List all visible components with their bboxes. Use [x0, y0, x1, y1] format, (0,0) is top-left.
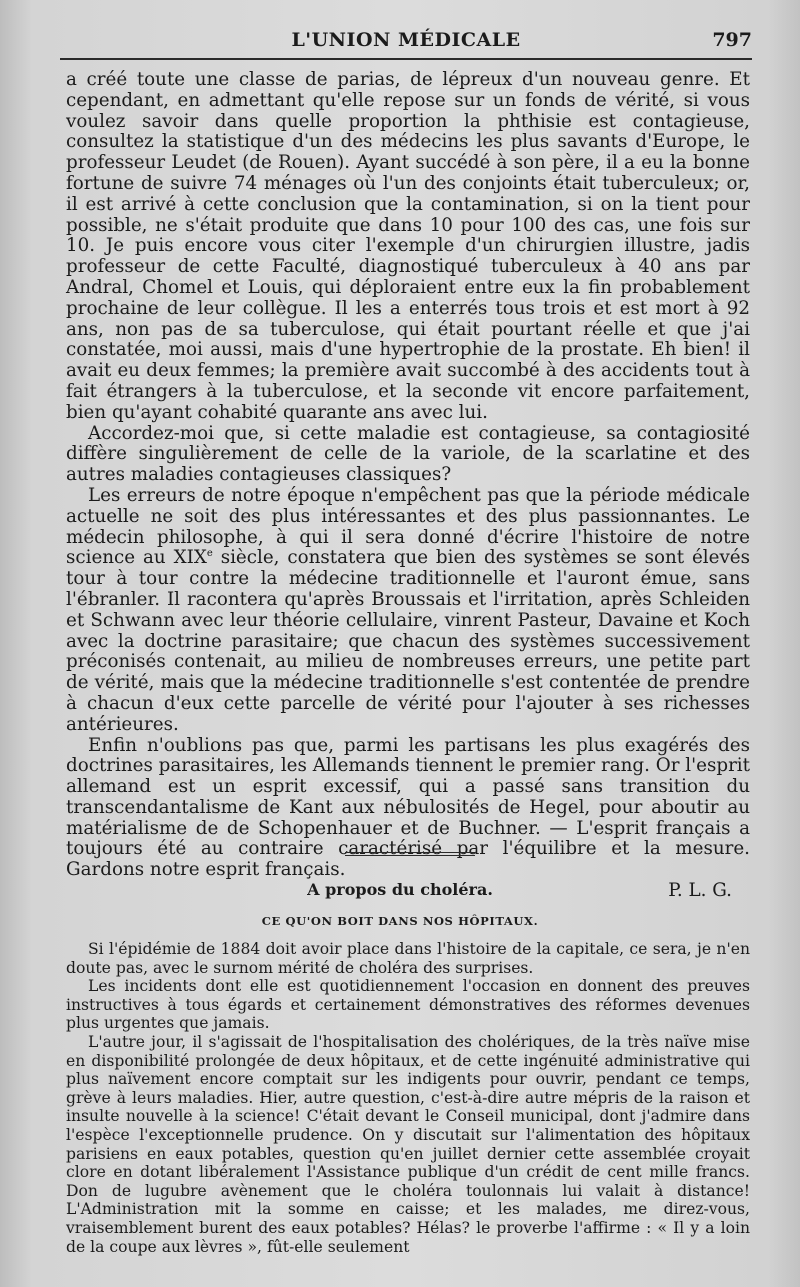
running-header — [60, 22, 752, 60]
paragraph: Accordez-moi que, si cette maladie est contagieuse, sa contagiosité diffère singulièrement de celle de la variole, de la scarlatine et des autres maladies contagieuses classiques? — [66, 422, 750, 486]
paragraph — [66, 486, 750, 736]
signature: P. L. G. — [668, 880, 732, 902]
paragraph: Enfin n'oublions pas que, parmi les partisans les plus exagérés des doctrines parasitaires, les Allemands tiennent le premier rang. Or l'esprit allemand est un esprit excessif, qui a passé sans transition du transcendantalisme de Kant aux nébulosités de Hegel, pour aboutir au matérialisme de de Schopenhauer et de Buchner. — L'esprit français a toujours été au contraire caractérisé par l'équilibre et la mesure. Gardons notre esprit français. — [66, 734, 750, 881]
section-body — [66, 940, 750, 1256]
paragraph: Les incidents dont elle est quotidiennement l'occasion en donnent des preuves instructives à tous égards et certainement démonstratives des réformes devenues plus urgentes que jamais. — [66, 977, 750, 1033]
century-numeral: XIX — [173, 547, 207, 569]
section-divider — [345, 852, 475, 856]
paragraph: a créé toute une classe de parias, de lépreux d'un nouveau genre. Et cependant, en admettant qu'elle repose sur un fonds de vérité, si vous voulez savoir dans quelle proportion la phthisie est contagieuse, consultez la statistique d'un des médecins les plus savants d'Europe, le professeur Leudet (de Rouen). Ayant succédé à son père, il a eu la bonne fortune de suivre 74 ménages où l'un des conjoints était tuberculeux; or, il est arrivé à cette conclusion que la contamination, si on la tient pour possible, ne s'était produite que dans 10 pour 100 des cas, une fois sur 10. Je puis encore vous citer l'exemple d'un chirurgien illustre, jadis professeur de cette Faculté, diagnostiqué tuberculeux à 40 ans par Andral, Chomel et Louis, qui déploraient entre eux la fin probablement prochaine de leur collègue. Il les a enterrés tous trois et est mort à 92 ans, non pas de sa tuberculose, qui était pourtant réelle et que j'ai constatée, moi aussi, mais d'une hypertrophie de la prostate. Eh bien! il avait eu deux femmes; la première avait succombé à des accidents tout à fait étrangers à la tuberculose, et la seconde vit encore parfaitement, bien qu'ayant cohabité quarante ans avec lui. — [66, 69, 750, 423]
section-title: A propos du choléra. — [307, 880, 493, 899]
section-subtitle: CE QU'ON BOIT DANS NOS HÔPITAUX. — [261, 914, 539, 928]
page-number: 797 — [712, 29, 752, 51]
paragraph: Si l'épidémie de 1884 doit avoir place dans l'histoire de la capitale, ce sera, je n'en doute pas, avec le surnom mérité de choléra des surprises. — [66, 940, 750, 977]
paragraph-text: siècle, constatera que bien des systèmes se sont élevés tour à tour contre la médecine traditionnelle et l'auront émue, sans l'ébranler. Il racontera qu'après Broussais et l'irritation, après Schleiden et Schwann avec leur théorie cellulaire, vinrent Pasteur, Davaine et Koch avec la doctrine parasitaire; que chacun des systèmes successivement préconisés contenait, au milieu de nombreuses erreurs, une petite part de vérité, mais que la médecine traditionnelle s'est contentée de prendre à chacun d'eux cette parcelle de vérité pour l'ajouter à ses richesses antérieures. — [66, 547, 750, 735]
journal-title: L'UNION MÉDICALE — [291, 29, 521, 51]
paragraph-text: Les erreurs de notre époque n'empêchent pas que la période médicale actuelle ne soit des plus intéressantes et des plus passionnantes. Le médecin philosophe, à qui il sera donné d'écrire l'histoire de notre science au — [66, 484, 750, 569]
century-superscript: e — [206, 548, 213, 560]
paragraph: L'autre jour, il s'agissait de l'hospitalisation des cholériques, de la très naïve mise en disponibilité prolongée de deux hôpitaux, et de cette ingénuité administrative qui plus naïvement encore comptait sur les indigents pour ouvrir, pendant ce temps, grève à leurs maladies. Hier, autre question, c'est-à-dire autre mépris de la raison et insulte nouvelle à la science! C'était devant le Conseil municipal, dont j'admire dans l'espèce l'exceptionnelle prudence. On y discutait sur l'alimentation des hôpitaux parisiens en eaux potables, question qu'en juillet dernier cette assemblée croyait clore en dotant libéralement l'Assistance publique d'un crédit de cent mille francs. Don de lugubre avènement que le choléra toulonnais lui valait à distance! L'Administration mit la somme en caisse; et les malades, me direz-vous, vraisemblement burent des eaux potables? Hélas? le proverbe l'affirme : « Il y a loin de la coupe aux lèvres », fût-elle seulement — [66, 1032, 750, 1256]
article-body — [66, 70, 750, 902]
